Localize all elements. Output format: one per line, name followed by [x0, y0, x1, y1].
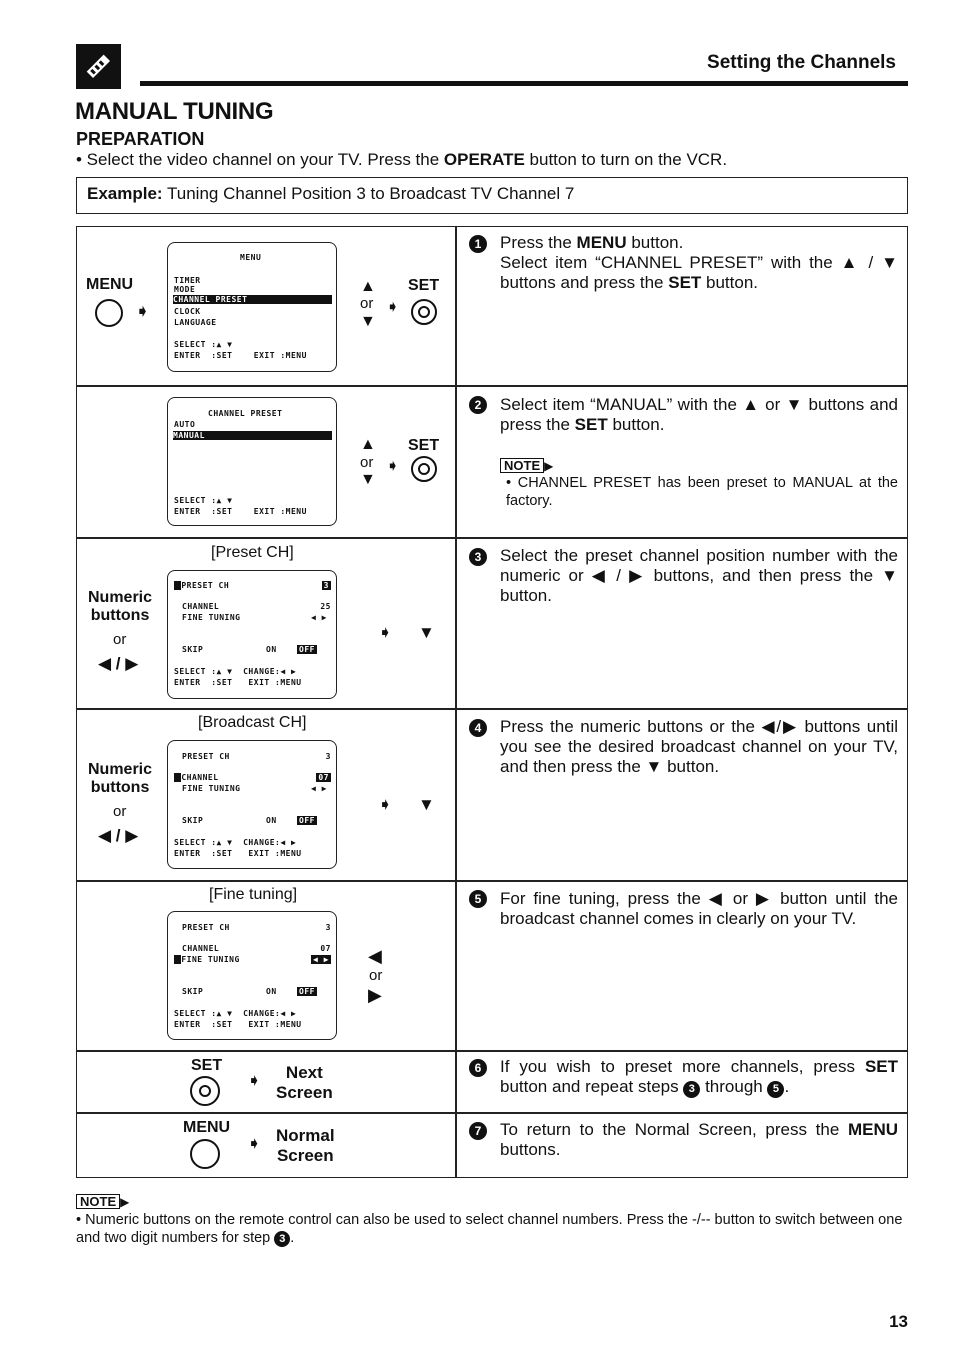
osd-menu-screen	[167, 242, 337, 372]
prep-prefix: • Select the video channel on your TV. Press the	[76, 150, 444, 169]
osd-value: ON	[266, 816, 277, 825]
note-label: NOTE	[500, 458, 544, 473]
osd-select-hint: SELECT :▲ ▼ CHANGE:◀ ▶	[174, 1009, 297, 1018]
menu-label: MENU	[183, 1119, 231, 1136]
set-label: SET	[408, 437, 440, 454]
step-text-bold: SET	[864, 1057, 898, 1076]
step-number: 2	[469, 396, 487, 414]
osd-title: MENU	[240, 253, 262, 262]
buttons-label: buttons	[90, 607, 150, 624]
numeric-label: Numeric	[88, 589, 153, 606]
osd-enter-hint: ENTER :SET EXIT :MENU	[174, 351, 307, 360]
numeric-buttons-label	[88, 589, 152, 625]
set-label: SET	[408, 277, 440, 294]
step-4-text: Press the numeric buttons or the ◀/▶ buttons until you see the desired broadcast channel on your TV, and then press the ▼ button.	[500, 717, 898, 776]
prep-bold: OPERATE	[443, 150, 525, 169]
step-text-part: To return to the Normal Screen, press the	[500, 1120, 848, 1139]
note-arrow-icon: ▶	[544, 459, 554, 473]
menu-button-icon	[95, 299, 123, 327]
prep-suffix: button to turn on the VCR.	[524, 150, 728, 169]
osd-item: MODE	[174, 285, 196, 294]
osd-value: ◀ ▶	[311, 784, 327, 793]
step-5-text: For fine tuning, press the ◀ or ▶ button until the broadcast channel comes in clearly on your TV.	[500, 889, 898, 928]
osd-item-selected: MANUAL	[173, 431, 332, 440]
left-arrow-icon: ◀	[368, 946, 382, 966]
normal-label: Normal	[276, 1126, 335, 1145]
step-number: 6	[469, 1059, 487, 1077]
row-divider	[76, 537, 908, 539]
step-3-text: Select the preset channel position number with the numeric or ◀ / ▶ buttons, and then press the ▼ button.	[500, 546, 898, 605]
osd-row: CHANNEL	[182, 944, 220, 953]
arrow-right-icon: ➧	[386, 458, 400, 475]
row-divider	[76, 385, 908, 387]
osd-preset-ch-screen	[167, 570, 337, 699]
osd-value: 07	[318, 773, 329, 782]
left-right-arrows-icon: ◀ / ▶	[98, 826, 139, 845]
footer-note-tag	[76, 1193, 129, 1211]
osd-value: 3	[325, 923, 331, 932]
or-text: or	[360, 295, 374, 312]
osd-select-hint: SELECT :▲ ▼ CHANGE:◀ ▶	[174, 838, 297, 847]
osd-broadcast-ch-screen	[167, 740, 337, 869]
note-arrow-icon: ▶	[120, 1195, 130, 1209]
osd-row: CHANNEL	[182, 602, 220, 611]
step-2-note: • CHANNEL PRESET has been preset to MANUAL at the factory.	[506, 475, 898, 509]
step-text-bold: SET	[574, 415, 608, 434]
row-divider	[76, 1050, 908, 1052]
step-text-bold: SET	[668, 273, 702, 292]
right-arrow-icon: ▶	[368, 985, 382, 1005]
step-text-part: .	[784, 1077, 790, 1096]
set-button-icon	[190, 1076, 220, 1106]
step-number: 3	[469, 548, 487, 566]
osd-select-hint: SELECT :▲ ▼	[174, 496, 233, 505]
step-text-part: If you wish to preset more channels, press	[500, 1057, 865, 1076]
section-subtitle: PREPARATION	[76, 129, 205, 149]
step-number: 4	[469, 719, 487, 737]
page-title: MANUAL TUNING	[75, 98, 274, 125]
footer-note-body: • Numeric buttons on the remote control can also be used to select channel numbers. Press the -/-- button to switch between one and two digit numbers for step	[76, 1212, 903, 1246]
step-number: 7	[469, 1122, 487, 1140]
left-right-arrows-icon: ◀ / ▶	[98, 654, 139, 673]
osd-value: OFF	[299, 987, 315, 996]
osd-row: CHANNEL	[181, 773, 219, 782]
step-text-part: Select item “MANUAL” with the ▲ or ▼ buttons and press the	[500, 395, 898, 434]
osd-value: ON	[266, 987, 277, 996]
page-number: 13	[889, 1312, 908, 1331]
screen-label: Screen	[276, 1146, 334, 1165]
set-label: SET	[191, 1057, 223, 1074]
step-ref: 3	[274, 1231, 290, 1247]
header-rule	[140, 81, 908, 86]
screen-label: Screen	[276, 1083, 333, 1102]
osd-enter-hint: ENTER :SET EXIT :MENU	[174, 1020, 302, 1029]
osd-row: FINE TUNING	[182, 784, 241, 793]
osd-select-hint: SELECT :▲ ▼	[174, 340, 233, 349]
osd-row: SKIP	[182, 816, 204, 825]
down-arrow-icon: ▼	[418, 623, 435, 642]
menu-label: MENU	[86, 276, 134, 293]
osd-enter-hint: ENTER :SET EXIT :MENU	[174, 678, 302, 687]
osd-row: SKIP	[182, 987, 204, 996]
step-text-part: Select item “CHANNEL PRESET” with the ▲ / ▼ buttons and press the	[500, 253, 898, 292]
osd-title: CHANNEL PRESET	[208, 409, 283, 418]
step-text-part: through	[700, 1077, 768, 1096]
next-screen-label	[276, 1063, 333, 1103]
arrow-right-icon: ➧	[247, 1071, 262, 1090]
osd-channel-preset-screen	[167, 397, 337, 526]
step-number: 1	[469, 235, 487, 253]
next-label: Next	[285, 1063, 323, 1082]
example-text: Tuning Channel Position 3 to Broadcast TV Channel 7	[162, 184, 575, 203]
osd-value: 25	[320, 602, 331, 611]
osd-value: OFF	[299, 816, 315, 825]
osd-item-selected: CHANNEL PRESET	[173, 295, 332, 304]
or-text: or	[113, 631, 127, 648]
osd-fine-tuning-screen	[167, 911, 337, 1040]
row-divider	[76, 1112, 908, 1114]
step-text-part: button and repeat steps	[500, 1077, 684, 1096]
osd-item: CLOCK	[174, 307, 201, 316]
or-text: or	[113, 803, 127, 820]
osd-value: ◀ ▶	[313, 955, 329, 964]
osd-row: PRESET CH	[182, 752, 230, 761]
osd-item: TIMER	[174, 276, 201, 285]
step-2-text	[500, 395, 898, 435]
or-text: or	[360, 454, 374, 471]
osd-value: 3	[325, 752, 331, 761]
note-label: NOTE	[76, 1194, 120, 1209]
buttons-label: buttons	[90, 779, 150, 796]
osd-value: ON	[266, 645, 277, 654]
osd-value: OFF	[299, 645, 315, 654]
screen-caption: [Preset CH]	[211, 544, 294, 561]
osd-select-hint: SELECT :▲ ▼ CHANGE:◀ ▶	[174, 667, 297, 676]
down-arrow-icon: ▼	[360, 313, 376, 330]
up-arrow-icon: ▲	[360, 278, 376, 295]
note-tag	[500, 457, 553, 475]
arrow-right-icon: ➧	[247, 1134, 262, 1153]
osd-value: ◀ ▶	[311, 613, 327, 622]
osd-value: 3	[323, 581, 329, 590]
osd-item: LANGUAGE	[174, 318, 217, 327]
up-arrow-icon: ▲	[360, 436, 376, 453]
set-button-icon	[411, 456, 437, 482]
down-arrow-icon: ▼	[360, 471, 376, 488]
table-divider	[455, 226, 457, 1178]
remote-control-icon	[76, 44, 121, 89]
numeric-label: Numeric	[88, 761, 153, 778]
arrow-right-icon: ➧	[135, 301, 151, 321]
step-7-text	[500, 1120, 898, 1160]
osd-enter-hint: ENTER :SET EXIT :MENU	[174, 507, 307, 516]
screen-caption: [Broadcast CH]	[198, 714, 307, 731]
arrow-right-icon: ➧	[378, 623, 393, 642]
arrow-right-icon: ➧	[378, 795, 393, 814]
arrow-right-icon: ➧	[386, 299, 400, 316]
normal-screen-label	[276, 1126, 335, 1166]
step-text-part: button.	[607, 415, 665, 434]
row-divider	[76, 880, 908, 882]
step-1-text	[500, 233, 898, 293]
example-label: Example:	[87, 184, 163, 203]
header-title: Setting the Channels	[707, 52, 896, 73]
step-number: 5	[469, 890, 487, 908]
osd-enter-hint: ENTER :SET EXIT :MENU	[174, 849, 302, 858]
step-text-part: buttons.	[500, 1140, 561, 1159]
osd-row: FINE TUNING	[181, 955, 240, 964]
step-text-part: button.	[626, 233, 684, 252]
step-ref: 3	[683, 1081, 700, 1098]
step-6-text	[500, 1057, 898, 1098]
down-arrow-icon: ▼	[418, 795, 435, 814]
footer-note-text	[76, 1211, 912, 1247]
osd-row: PRESET CH	[182, 923, 230, 932]
osd-row: PRESET CH	[181, 581, 230, 590]
step-text-part: button.	[701, 273, 759, 292]
row-divider	[76, 708, 908, 710]
or-text: or	[369, 967, 383, 984]
set-button-icon	[411, 299, 437, 325]
osd-value: 07	[320, 944, 331, 953]
numeric-buttons-label	[88, 761, 152, 797]
screen-caption: [Fine tuning]	[209, 886, 298, 903]
osd-row: SKIP	[182, 645, 204, 654]
osd-row: FINE TUNING	[182, 613, 241, 622]
example-box	[76, 177, 908, 214]
menu-button-icon	[190, 1139, 220, 1169]
footer-note-end: .	[290, 1230, 295, 1246]
preparation-text	[76, 150, 727, 170]
step-text-part: Press the	[500, 233, 577, 252]
step-text-bold: MENU	[847, 1120, 898, 1139]
osd-item: AUTO	[174, 420, 196, 429]
step-ref: 5	[767, 1081, 784, 1098]
step-text-bold: MENU	[576, 233, 627, 252]
